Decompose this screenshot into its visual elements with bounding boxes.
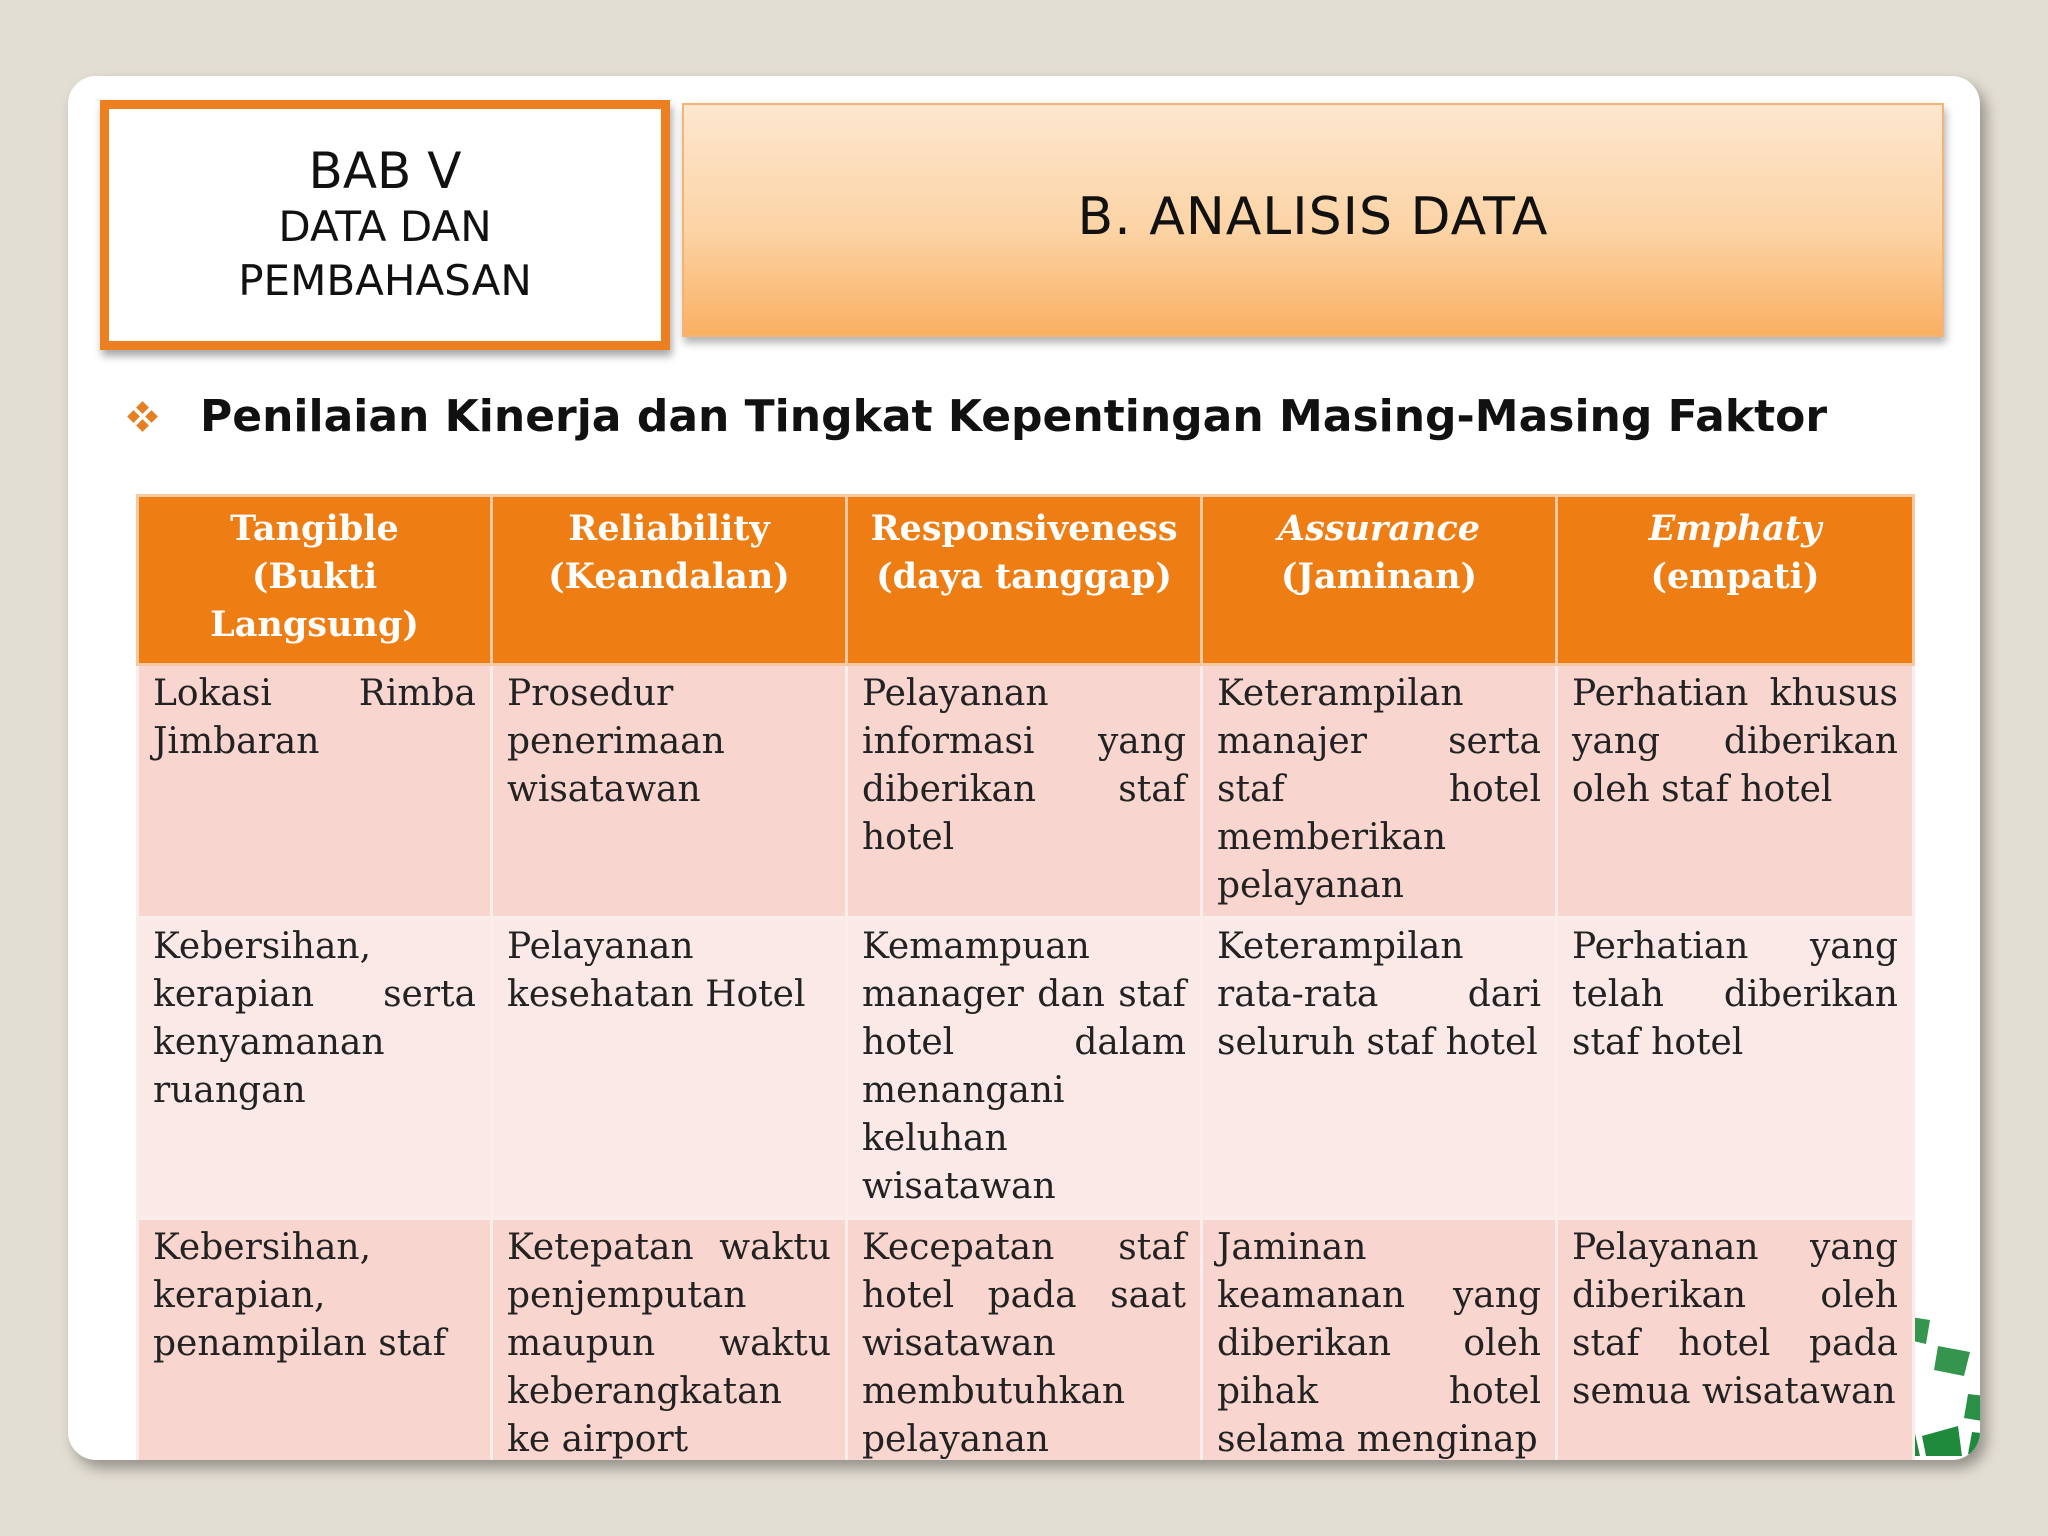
header-emphaty: Emphaty (empati) [1557,496,1914,665]
table-cell: Ketepatan waktu penjemputan maupun waktu keberangkatan ke airport [492,1219,847,1461]
table-cell: Pelayanan yang diberikan oleh staf hotel pada semua wisatawan [1557,1219,1914,1461]
chapter-title-line-1: DATA DAN [278,202,492,251]
table-cell: Kecepatan staf hotel pada saat wisatawan membutuhkan pelayanan [847,1219,1202,1461]
section-title: B. ANALISIS DATA [1077,187,1549,247]
table-cell: Kemampuan manager dan staf hotel dalam menangani keluhan wisatawan [847,918,1202,1219]
analysis-table [136,494,1915,1460]
table-header-row [138,496,1914,665]
chapter-title-line-2: PEMBAHASAN [238,256,532,305]
header-reliability: Reliability (Keandalan) [492,496,847,665]
chapter-number: BAB V [308,142,462,200]
subtitle-text: Penilaian Kinerja dan Tingkat Kepentingan Masing-Masing Faktor [200,390,1828,442]
slide [68,76,1980,1460]
table-cell: Pelayanan informasi yang diberikan staf hotel [847,665,1202,918]
table-cell: Kebersihan, kerapian serta kenyamanan ruangan [138,918,492,1219]
table-cell: Perhatian khusus yang diberikan oleh staf hotel [1557,665,1914,918]
subtitle-row [126,384,1926,448]
diamond-bullet-icon [128,402,156,430]
section-header [682,103,1944,337]
header-responsiveness: Responsiveness (daya tanggap) [847,496,1202,665]
table-cell: Keterampilan manajer serta staf hotel memberikan pelayanan [1202,665,1557,918]
table-row [138,918,1914,1219]
table-cell: Lokasi Rimba Jimbaran [138,665,492,918]
chapter-box [100,100,670,350]
header-tangible: Tangible (Bukti Langsung) [138,496,492,665]
table-cell: Pelayanan kesehatan Hotel [492,918,847,1219]
table-cell: Prosedur penerimaan wisatawan [492,665,847,918]
table-row [138,1219,1914,1461]
header-assurance: Assurance (Jaminan) [1202,496,1557,665]
table-cell: Keterampilan rata-rata dari seluruh staf hotel [1202,918,1557,1219]
table-cell: Perhatian yang telah diberikan staf hotel [1557,918,1914,1219]
table-cell: Jaminan keamanan yang diberikan oleh pihak hotel selama menginap [1202,1219,1557,1461]
table-row [138,665,1914,918]
table-cell: Kebersihan, kerapian, penampilan staf [138,1219,492,1461]
